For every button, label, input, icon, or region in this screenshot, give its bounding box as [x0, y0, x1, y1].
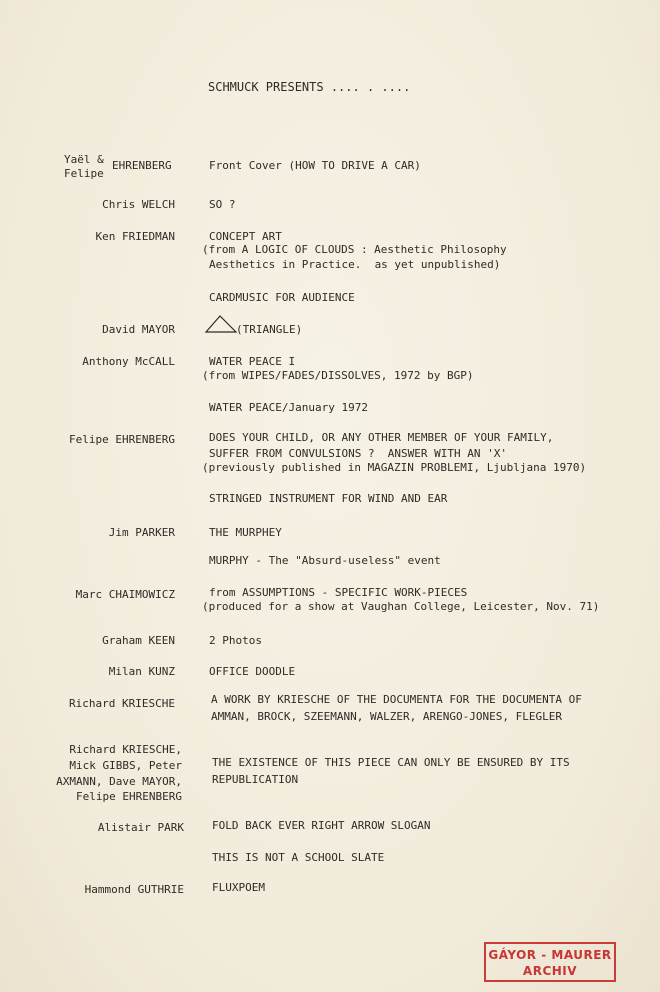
artist-name-line: Mick GIBBS, Peter [69, 759, 182, 772]
artist-name: Chris WELCH [102, 198, 175, 211]
artist-name: Jim PARKER [108, 526, 175, 539]
artist-name-line: Felipe EHRENBERG [76, 790, 182, 803]
work-title: STRINGED INSTRUMENT FOR WIND AND EAR [209, 492, 448, 505]
work-title: FOLD BACK EVER RIGHT ARROW SLOGAN [212, 819, 431, 832]
artist-name: Felipe EHRENBERG [69, 433, 175, 446]
work-title: A WORK BY KRIESCHE OF THE DOCUMENTA FOR THE DOCUMENTA OF [211, 693, 582, 706]
work-note: (produced for a show at Vaughan College, Leicester, Nov. 71) [202, 600, 600, 613]
work-note: (previously published in MAGAZIN PROBLEMI, Ljubljana 1970) [202, 461, 587, 474]
work-title: THE EXISTENCE OF THIS PIECE CAN ONLY BE ENSURED BY ITS [212, 756, 570, 769]
artist-name-line: AXMANN, Dave MAYOR, [56, 775, 182, 788]
work-note: Aesthetics in Practice. as yet unpublished) [209, 258, 501, 271]
work-title: (TRIANGLE) [236, 323, 303, 336]
work-title: from ASSUMPTIONS - SPECIFIC WORK-PIECES [209, 586, 468, 599]
work-title: FLUXPOEM [212, 881, 265, 894]
artist-name: Richard KRIESCHE [69, 697, 175, 710]
artist-name-line: EHRENBERG [112, 159, 172, 172]
artist-name-line: Richard KRIESCHE, [69, 743, 182, 756]
artist-name: Graham KEEN [102, 634, 175, 647]
work-title: THE MURPHEY [209, 526, 282, 539]
work-title: CARDMUSIC FOR AUDIENCE [209, 291, 355, 304]
artist-name-line: Yaël & [64, 153, 104, 166]
artist-name: Alistair PARK [97, 821, 184, 834]
artist-name: Hammond GUTHRIE [84, 883, 184, 896]
work-title: THIS IS NOT A SCHOOL SLATE [212, 851, 385, 864]
artist-name-line: Felipe [64, 167, 104, 180]
archive-stamp [484, 942, 616, 982]
work-note: (from WIPES/FADES/DISSOLVES, 1972 by BGP) [202, 369, 474, 382]
work-title: WATER PEACE I [209, 355, 296, 368]
work-title: REPUBLICATION [212, 773, 299, 786]
artist-name: Marc CHAIMOWICZ [75, 588, 175, 601]
artist-name: Anthony McCALL [82, 355, 175, 368]
artist-name: Ken FRIEDMAN [95, 230, 175, 243]
work-title: MURPHY - The "Absurd-useless" event [209, 554, 441, 567]
work-title: WATER PEACE/January 1972 [209, 401, 368, 414]
page-title: SCHMUCK PRESENTS .... . .... [208, 80, 411, 94]
stamp-line: ARCHIV [522, 964, 578, 978]
work-title: AMMAN, BROCK, SZEEMANN, WALZER, ARENGO-JONES, FLEGLER [211, 710, 562, 723]
work-title: CONCEPT ART [209, 230, 282, 243]
artist-name: David MAYOR [102, 323, 175, 336]
work-title: OFFICE DOODLE [209, 665, 296, 678]
artist-name: Milan KUNZ [108, 665, 175, 678]
work-title: DOES YOUR CHILD, OR ANY OTHER MEMBER OF YOUR FAMILY, [209, 431, 554, 444]
work-note: (from A LOGIC OF CLOUDS : Aesthetic Philosophy [202, 243, 507, 256]
work-title: SUFFER FROM CONVULSIONS ? ANSWER WITH AN 'X' [209, 447, 508, 460]
work-title: Front Cover (HOW TO DRIVE A CAR) [209, 159, 421, 172]
triangle-icon [204, 314, 238, 338]
work-title: 2 Photos [209, 634, 262, 647]
stamp-line: GÁYOR - MAURER [488, 948, 612, 962]
work-title: SO ? [209, 198, 236, 211]
